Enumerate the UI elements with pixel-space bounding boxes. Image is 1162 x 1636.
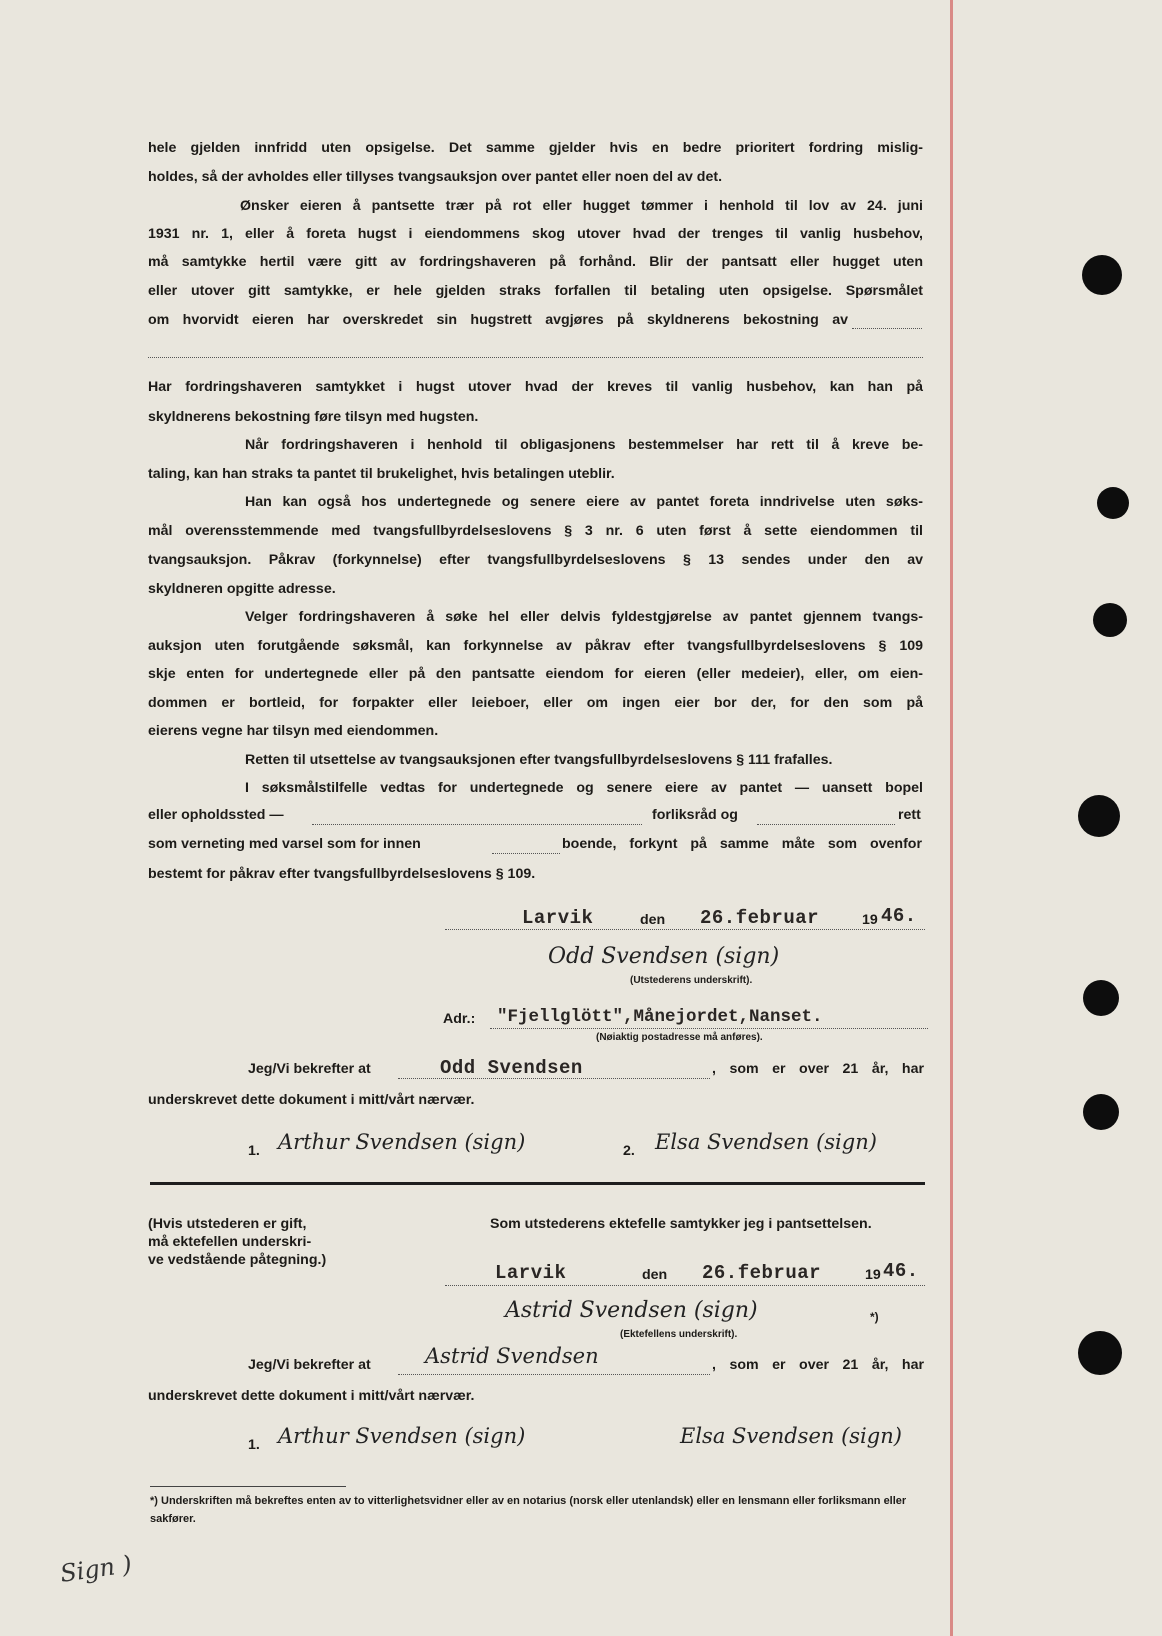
body-line: Har fordringshaveren samtykket i hugst utover hvad der kreves til vanlig husbehov, kan han på	[148, 379, 923, 395]
issuer-place: Larvik	[522, 907, 594, 929]
venue-text-b: forliksråd og	[652, 807, 738, 823]
body-line: må samtykke hertil være gitt av fordringshaveren på forhånd. Blir der pantsatt eller hugget uten	[148, 254, 923, 270]
red-margin-line	[950, 0, 953, 1636]
blank-line	[852, 328, 922, 329]
punch-hole	[1083, 980, 1119, 1016]
blank-line	[148, 357, 923, 358]
spouse-year-prefix: 19	[865, 1267, 881, 1283]
spouse-date: 26.februar	[702, 1262, 822, 1284]
body-line: auksjon uten forutgående søksmål, kan forkynnelse av påkrav efter tvangsfullbyrdelseslovens § 109	[148, 638, 923, 654]
body-line: Ønsker eieren å pantsette trær på rot eller hugget tømmer i henhold til lov av 24. juni	[240, 198, 923, 214]
venue-text-d: som verneting med varsel som for innen	[148, 836, 421, 852]
punch-hole	[1082, 255, 1122, 295]
blank-line	[445, 929, 925, 930]
venue-text-a: eller opholdssted —	[148, 807, 284, 823]
body-line: om hvorvidt eieren har overskredet sin hugstrett avgjøres på skyldnerens bekostning av	[148, 312, 848, 328]
spouse-signature: Astrid Svendsen (sign)	[505, 1298, 758, 1323]
witness1-line2: underskrevet dette dokument i mitt/vårt nærvær.	[148, 1092, 475, 1108]
footnote-rule	[150, 1486, 346, 1487]
body-line: Han kan også hos undertegnede og senere eiere av pantet foreta inndrivelse uten søks-	[245, 494, 923, 510]
witness1-prefix: Jeg/Vi bekrefter at	[248, 1061, 371, 1077]
blank-line	[490, 1028, 928, 1029]
body-line: eierens vegne har tilsyn med eiendommen.	[148, 723, 439, 739]
body-line: holdes, så der avholdes eller tillyses tvangsauksjon over pantet eller noen del av det.	[148, 169, 723, 185]
body-line: bestemt for påkrav efter tvangsfullbyrdelseslovens § 109.	[148, 866, 536, 882]
body-line: 1931 nr. 1, eller å foreta hugst i eiendommens skog utover hvad der trenges til vanlig husbehov,	[148, 226, 923, 242]
body-line: Velger fordringshaveren å søke hel eller delvis fyldestgjørelse av pantet gjennem tvangs-	[245, 609, 923, 625]
body-line: hele gjelden innfridd uten opsigelse. Det samme gjelder hvis en bedre prioritert fordring mislig-	[148, 140, 923, 156]
issuer-year-prefix: 19	[862, 912, 878, 928]
blank-line	[492, 853, 560, 854]
body-line: skyldnerens bekostning føre tilsyn med hugsten.	[148, 409, 479, 425]
witness2-prefix: Jeg/Vi bekrefter at	[248, 1357, 371, 1373]
punch-hole	[1083, 1094, 1119, 1130]
witness2-signature-1: Arthur Svendsen (sign)	[278, 1424, 526, 1448]
body-line: dommen er bortleid, for forpakter eller leieboer, eller om ingen eier bor der, for den som på	[148, 695, 923, 711]
witness2-line2: underskrevet dette dokument i mitt/vårt nærvær.	[148, 1388, 475, 1404]
punch-hole	[1078, 1331, 1122, 1375]
body-line: Retten til utsettelse av tvangsauksjonen efter tvangsfullbyrdelseslovens § 111 frafalles.	[245, 752, 833, 768]
blank-line	[398, 1374, 710, 1375]
margin-note: Sign )	[58, 1550, 134, 1588]
spouse-place: Larvik	[495, 1262, 567, 1284]
punch-hole	[1097, 487, 1129, 519]
spouse-note-2: må ektefellen underskri-	[148, 1234, 312, 1250]
venue-text-c: rett	[898, 807, 921, 823]
spouse-den-label: den	[642, 1267, 668, 1283]
body-line: eller utover gitt samtykke, er hele gjelden straks forfallen til betaling uten opsigelse. Spørsmålet	[148, 283, 923, 299]
blank-line	[757, 824, 895, 825]
body-line: mål overensstemmende med tvangsfullbyrdelseslovens § 3 nr. 6 uten først å sette eiendommen til	[148, 523, 923, 539]
spouse-consent: Som utstederens ektefelle samtykker jeg i pantsettelsen.	[490, 1216, 872, 1232]
body-line: skyldneren opgitte adresse.	[148, 581, 336, 597]
body-line: I søksmålstilfelle vedtas for undertegnede og senere eiere av pantet — uansett bopel	[245, 780, 923, 796]
address-caption: (Nøiaktig postadresse må anføres).	[596, 1032, 763, 1043]
witness1-signature-2: Elsa Svendsen (sign)	[655, 1130, 877, 1154]
issuer-signature-caption: (Utstederens underskrift).	[630, 975, 753, 986]
blank-line	[445, 1285, 925, 1286]
body-line: taling, kan han straks ta pantet til brukelighet, hvis betalingen uteblir.	[148, 466, 615, 482]
spouse-footnote-mark: *)	[870, 1310, 879, 1324]
issuer-signature: Odd Svendsen (sign)	[548, 944, 780, 969]
witness2-suffix: , som er over 21 år, har	[712, 1357, 924, 1373]
body-line: tvangsauksjon. Påkrav (forkynnelse) efter tvangsfullbyrdelseslovens § 13 sendes under den av	[148, 552, 923, 568]
witness2-n1: 1.	[248, 1437, 260, 1453]
body-line: skje enten for undertegnede eller på den pantsatte eiendom for eieren (eller medeier), eller, om eien-	[148, 666, 923, 682]
issuer-address: "Fjellglött",Månejordet,Nanset.	[497, 1007, 823, 1027]
section-divider	[150, 1182, 925, 1185]
witness1-signature-1: Arthur Svendsen (sign)	[278, 1130, 526, 1154]
witness2-name: Astrid Svendsen	[425, 1344, 599, 1368]
witness1-name: Odd Svendsen	[440, 1057, 583, 1079]
venue-text-e: boende, forkynt på samme måte som ovenfor	[562, 836, 922, 852]
witness2-signature-2: Elsa Svendsen (sign)	[680, 1424, 902, 1448]
address-label: Adr.:	[443, 1011, 476, 1027]
blank-line	[312, 824, 642, 825]
spouse-note-3: ve vedstående påtegning.)	[148, 1252, 327, 1268]
punch-hole	[1078, 795, 1120, 837]
witness1-n2: 2.	[623, 1143, 635, 1159]
witness1-suffix: , som er over 21 år, har	[712, 1061, 924, 1077]
spouse-year-suffix: 46.	[883, 1260, 919, 1282]
spouse-note-1: (Hvis utstederen er gift,	[148, 1216, 307, 1232]
body-line: Når fordringshaveren i henhold til obligasjonens bestemmelser har rett til å kreve be-	[245, 437, 923, 453]
issuer-date: 26.februar	[700, 907, 820, 929]
issuer-den-label: den	[640, 912, 666, 928]
witness1-n1: 1.	[248, 1143, 260, 1159]
footnote: *) Underskriften må bekreftes enten av to vitterlighetsvidner eller av en notarius (norsk eller utenlandsk) eller en lensmann eller forliksmann eller sakfører.	[150, 1495, 907, 1525]
issuer-year-suffix: 46.	[881, 905, 917, 927]
punch-hole	[1093, 603, 1127, 637]
spouse-signature-caption: (Ektefellens underskrift).	[620, 1329, 738, 1340]
